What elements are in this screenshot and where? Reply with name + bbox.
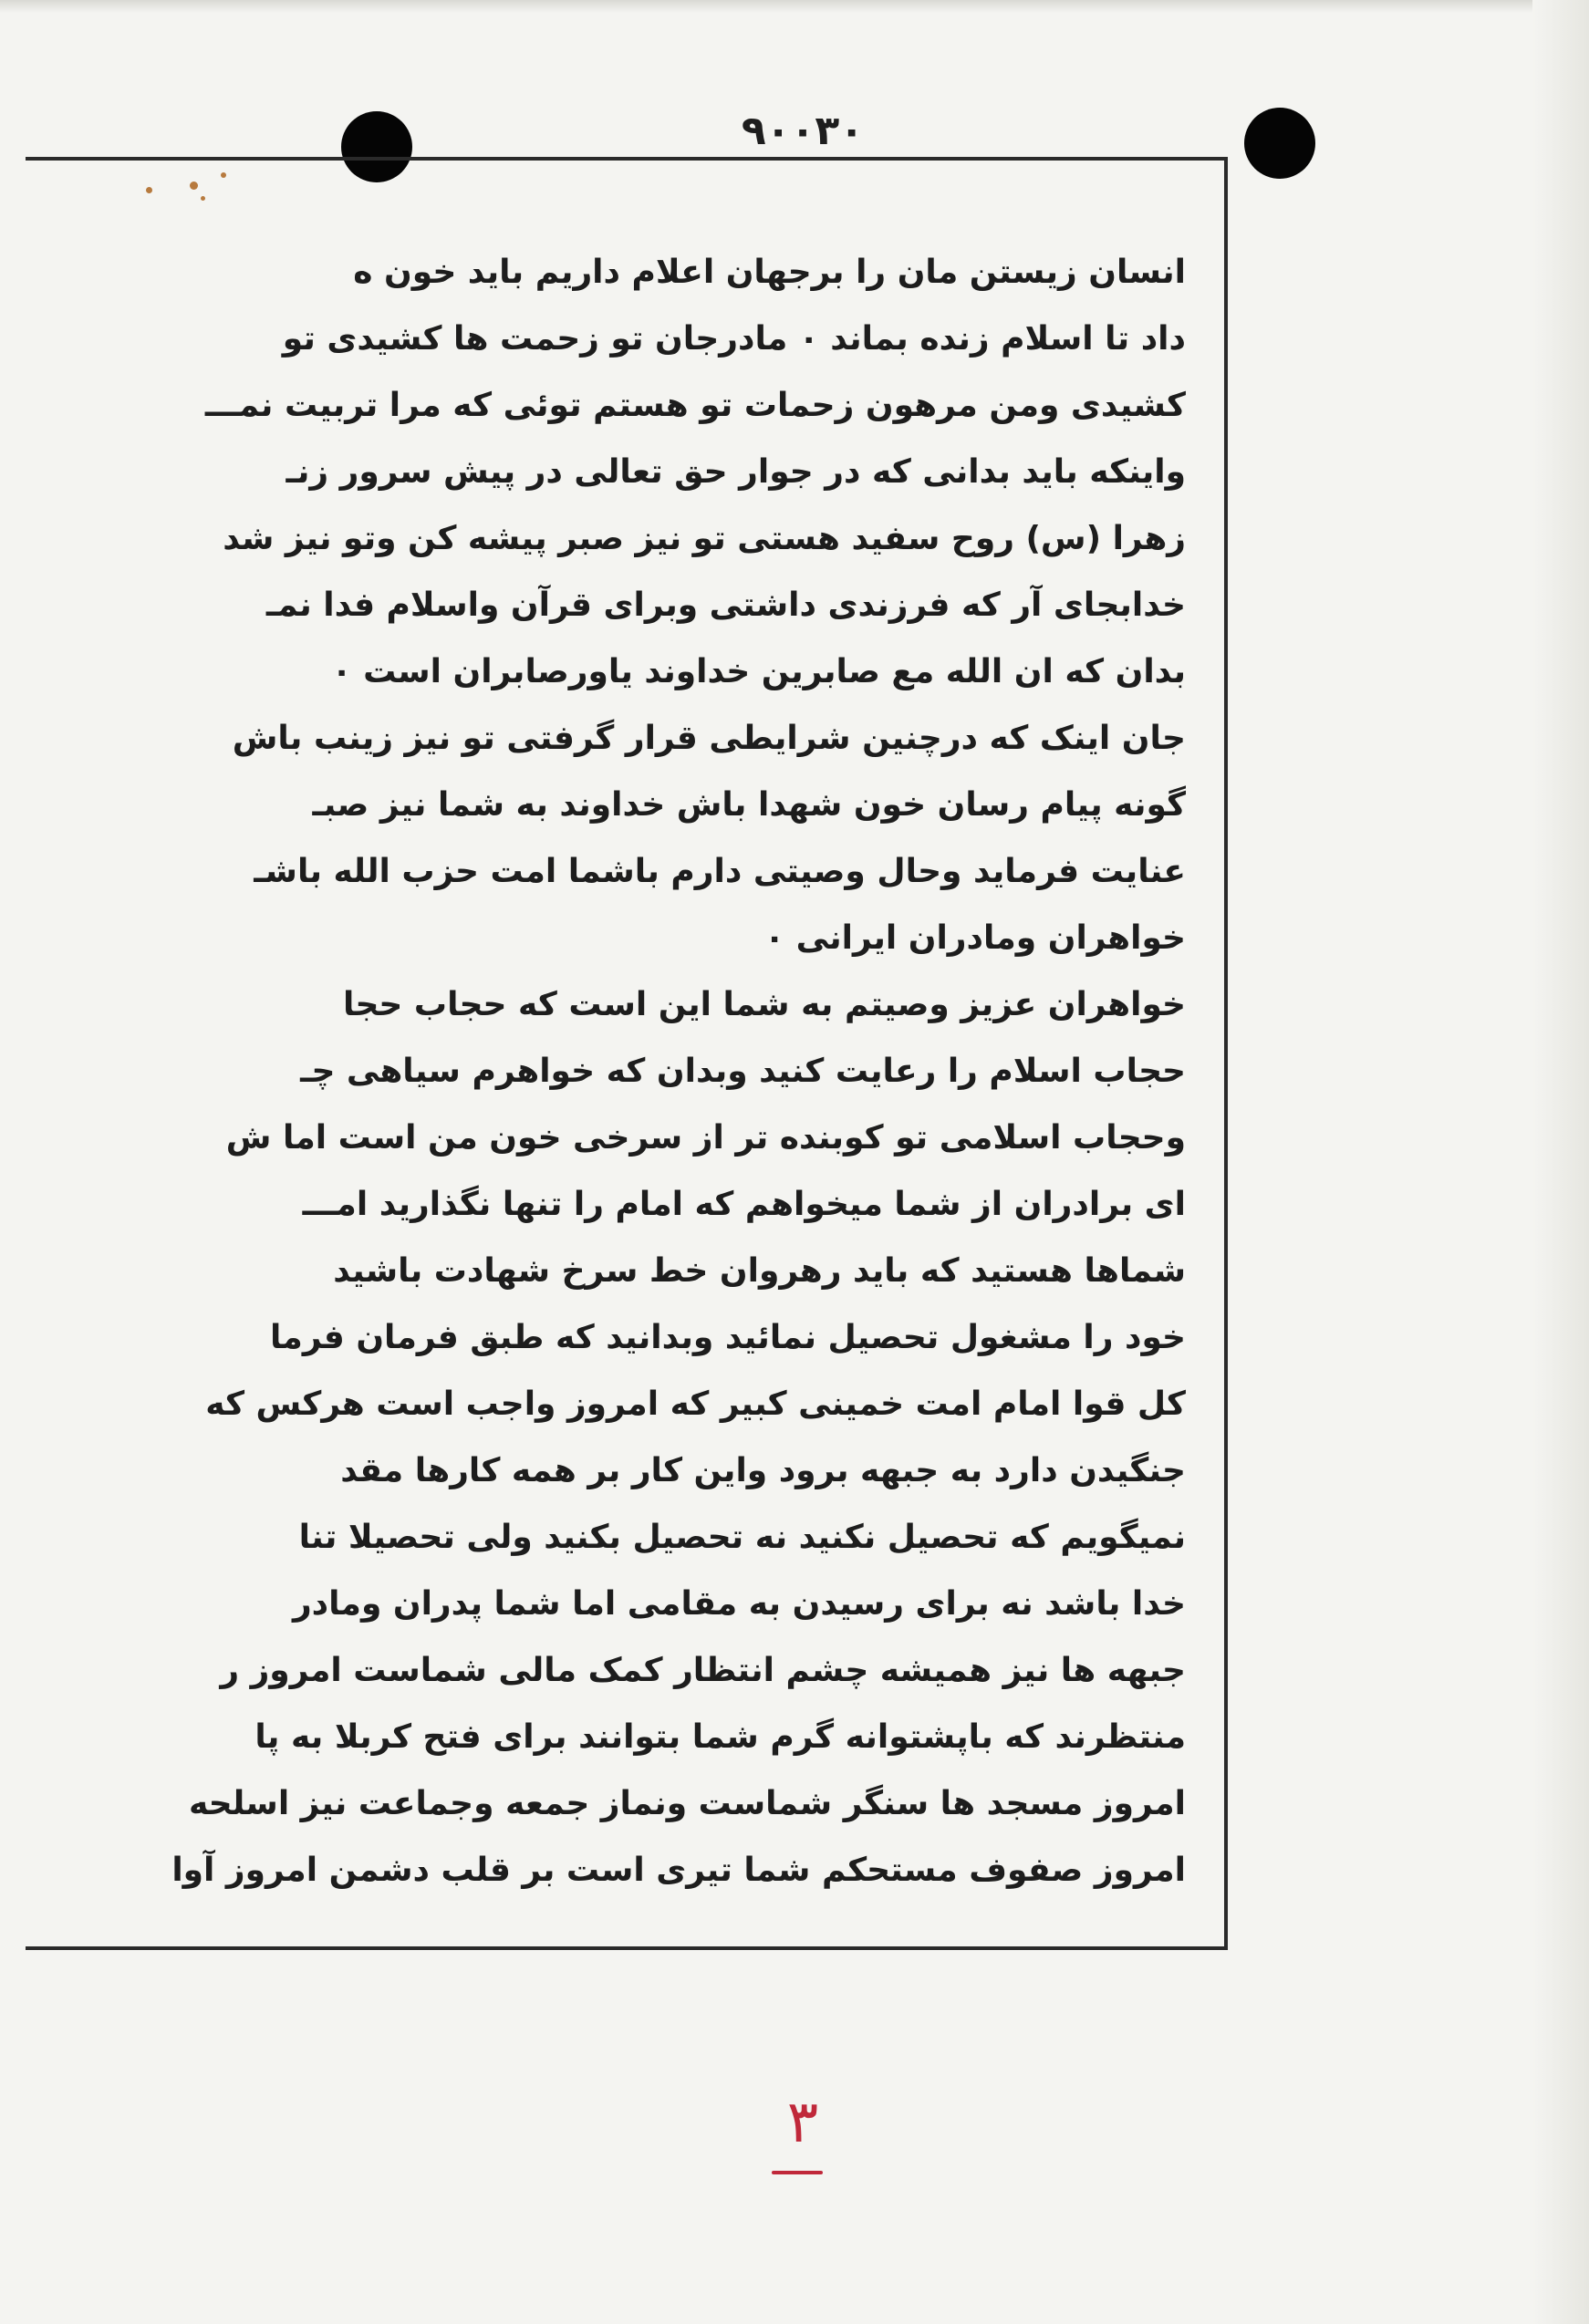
text-line: کشیدی ومن مرهون زحمات تو هستم توئی که مرا تربیت نمـــ [204, 387, 1186, 424]
text-line: خدابجای آر که فرزندی داشتی وبرای قرآن واسلام فدا نمـ [265, 586, 1186, 624]
page-right-margin [1532, 0, 1589, 2324]
text-line: ای برادران از شما میخواهم که امام را تنها نگذارید امـــ [302, 1186, 1186, 1223]
page-number: ۳ [786, 2089, 819, 2156]
text-line: جان اینک که درچنین شرایطی قرار گرفتی تو نیز زینب باش [232, 720, 1186, 757]
page-number-underline [772, 2171, 823, 2174]
page-top-edge [0, 0, 1589, 13]
document-header-code: ۹۰۰۳۰ [741, 108, 865, 154]
text-line: خواهران ومادران ایرانی ۰ [764, 919, 1186, 957]
text-line: شماها هستید که باید رهروان خط سرخ شهادت باشید [333, 1252, 1186, 1290]
text-line: انسان زیستن مان را برجهان اعلام داریم باید خون ه [353, 254, 1186, 291]
text-line: خود را مشغول تحصیل نمائید وبدانید که طبق فرمان فرما [270, 1319, 1186, 1356]
text-line: خواهران عزیز وصیتم به شما این است که حجاب حجا [342, 986, 1186, 1023]
text-line: منتظرند که باپشتوانه گرم شما بتوانند برای فتح کربلا به پا [254, 1718, 1186, 1756]
punch-hole-right [1244, 108, 1315, 179]
text-line: نمیگویم که تحصیل نکنید نه تحصیل بکنید ولی تحصیلا تنا [298, 1519, 1186, 1556]
text-line: واینکه باید بدانی که در جوار حق تعالی در پیش سرور زنـ [286, 453, 1186, 491]
text-line: جنگیدن دارد به جبهه برود واین کار بر همه کارها مقد [340, 1452, 1186, 1489]
letter-body [27, 239, 1186, 1999]
text-line: زهرا (س) روح سفید هستی تو نیز صبر پیشه کن وتو نیز شد [223, 520, 1186, 557]
text-line: گونه پیام رسان خون شهدا باش خداوند به شما نیز صبـ [312, 786, 1186, 824]
text-line: امروز مسجد ها سنگر شماست ونماز جمعه وجماعت نیز اسلحه [188, 1785, 1186, 1822]
text-line: داد تا اسلام زنده بماند ۰ مادرجان تو زحمت ها کشیدی تو [282, 320, 1186, 358]
text-line: عنایت فرماید وحال وصیتی دارم باشما امت حزب الله باشـ [254, 853, 1186, 890]
text-line: حجاب اسلام را رعایت کنید وبدان که خواهرم سیاهی چـ [300, 1053, 1186, 1090]
text-line: امروز صفوف مستحکم شما تیری است بر قلب دشمن امروز آوا [171, 1852, 1186, 1889]
text-line: وحجاب اسلامی تو کوبنده تر از سرخی خون من است اما ش [225, 1119, 1186, 1157]
text-line: بدان که ان الله مع صابرین خداوند یاورصابران است ۰ [331, 653, 1186, 690]
text-line: کل قوا امام امت خمینی کبیر که امروز واجب است هرکس که [205, 1385, 1186, 1423]
text-line: خدا باشد نه برای رسیدن به مقامی اما شما پدران ومادر [292, 1585, 1186, 1623]
text-line: جبهه ها نیز همیشه چشم انتظار کمک مالی شماست امروز ر [220, 1652, 1186, 1689]
